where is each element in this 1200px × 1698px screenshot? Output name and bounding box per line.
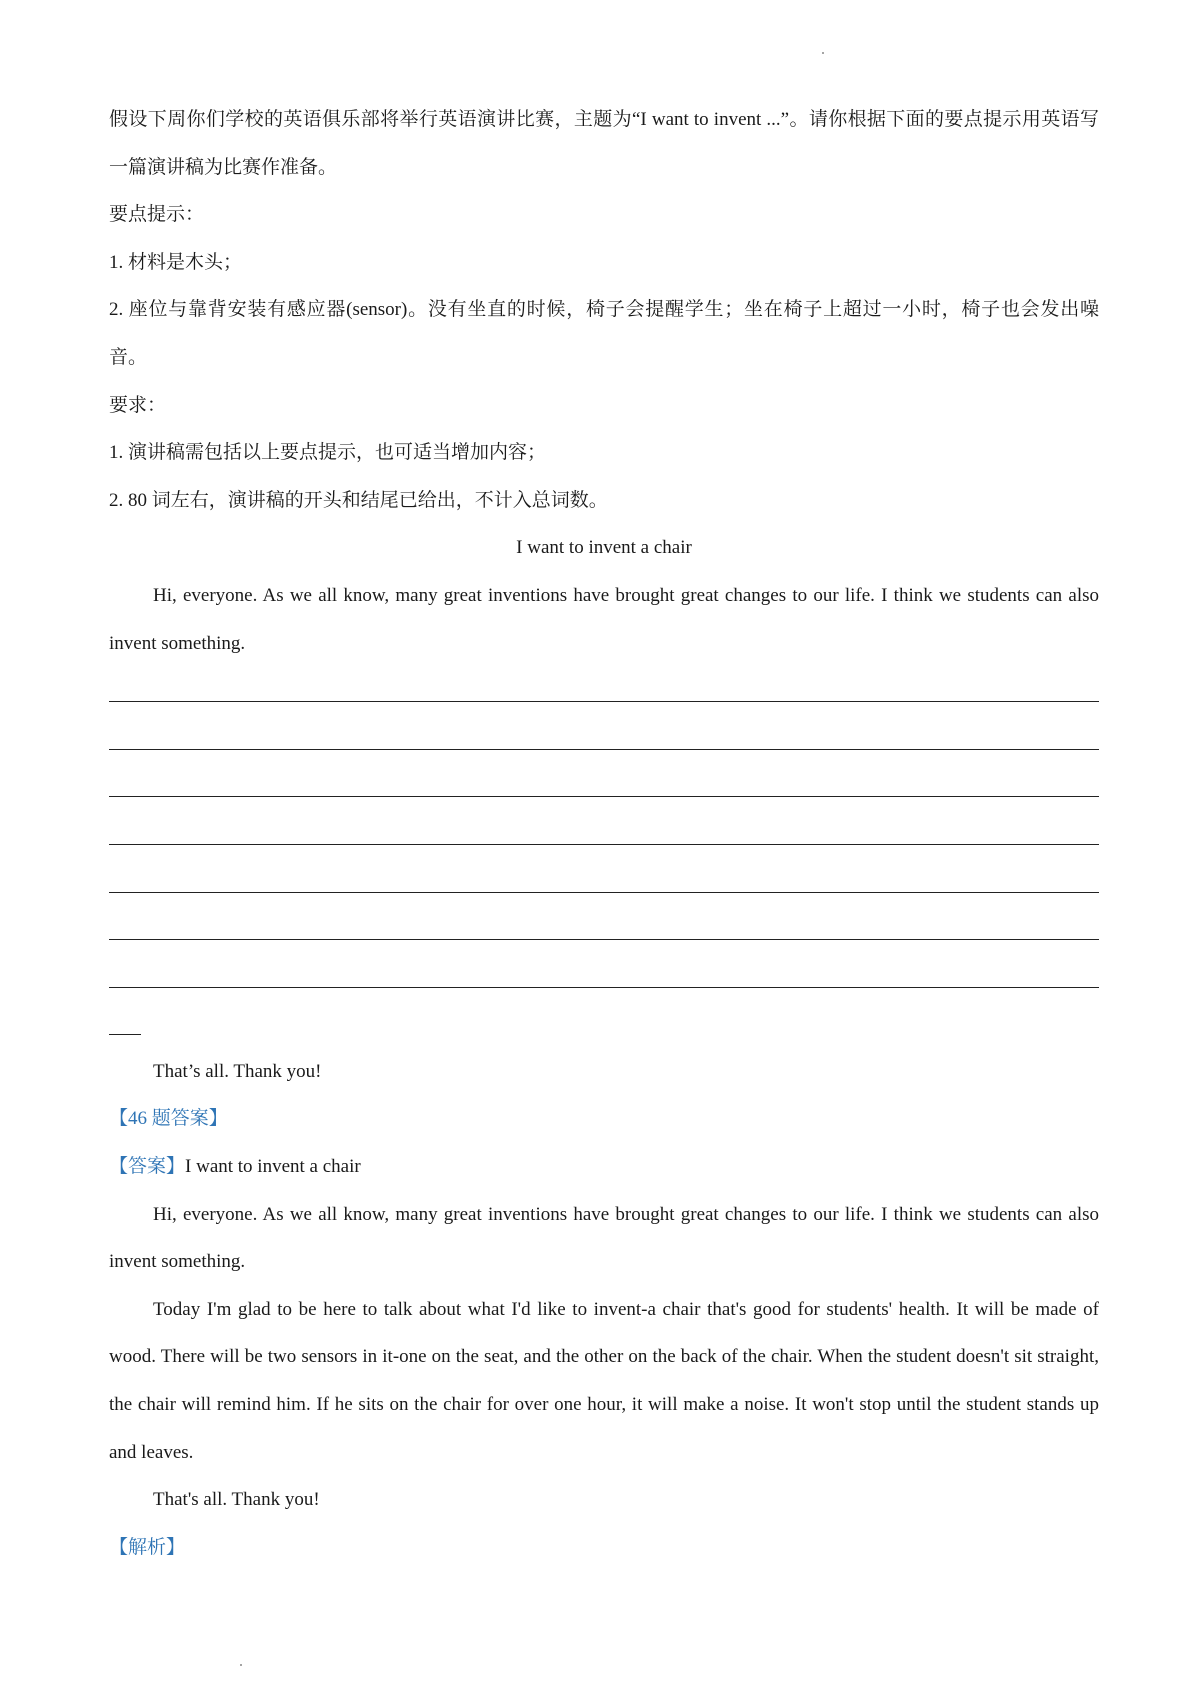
prompt-intro: 假设下周你们学校的英语俱乐部将举行英语演讲比赛，主题为“I want to invent ...”。请你根据下面的要点提示用英语写一篇演讲稿为比赛作准备。	[109, 109, 1099, 178]
answer-title-line	[109, 1143, 1099, 1191]
writing-line	[109, 667, 1099, 715]
scan-speck-bottom	[240, 1664, 242, 1666]
points-heading: 要点提示：	[109, 204, 205, 226]
writing-line	[109, 810, 1099, 858]
analysis-label: 【解析】	[109, 1536, 186, 1558]
requirement-1: 1. 演讲稿需包括以上要点提示，也可适当增加内容；	[109, 442, 547, 464]
requirement-2: 2. 80 词左右，演讲稿的开头和结尾已给出，不计入总词数。	[109, 489, 608, 511]
answer-paragraph-1: Hi, everyone. As we all know, many great inventions have brought great changes to our life. I think we students can also invent something.	[109, 1203, 1099, 1273]
writing-line	[109, 715, 1099, 763]
point-1: 1. 材料是木头；	[109, 251, 243, 273]
essay-opening: Hi, everyone. As we all know, many great inventions have brought great changes to our life. I think we students can also invent something.	[109, 584, 1099, 654]
writing-line	[109, 858, 1099, 906]
writing-line	[109, 953, 1099, 1001]
answer-paragraph-2: Today I'm glad to be here to talk about what I'd like to invent-a chair that's good for students' health. It will be made of wood. There will be two sensors in it-one on the seat, and the other on the back of the chair. When the student doesn't sit straight, the chair will remind him. If he sits on the chair for over one hour, it will make a noise. It won't stop until the student stands up and leaves.	[109, 1298, 1099, 1463]
writing-line	[109, 762, 1099, 810]
requirements-heading: 要求：	[109, 394, 167, 416]
essay-title: I want to invent a chair	[516, 537, 692, 559]
writing-line	[109, 905, 1099, 953]
answer-tag: 【答案】	[109, 1156, 186, 1178]
answer-section-label: 【46 题答案】	[109, 1108, 228, 1130]
answer-closing: That's all. Thank you!	[153, 1489, 320, 1511]
writing-lines	[109, 667, 1099, 1048]
answer-title: I want to invent a chair	[185, 1156, 361, 1178]
scan-speck-top	[822, 52, 824, 54]
writing-line-short	[109, 1000, 1099, 1048]
point-2: 2. 座位与靠背安装有感应器(sensor)。没有坐直的时候，椅子会提醒学生；坐在椅子上超过一小时，椅子也会发出噪音。	[109, 299, 1099, 368]
essay-closing: That’s all. Thank you!	[153, 1060, 322, 1082]
document-page	[109, 96, 1099, 1571]
